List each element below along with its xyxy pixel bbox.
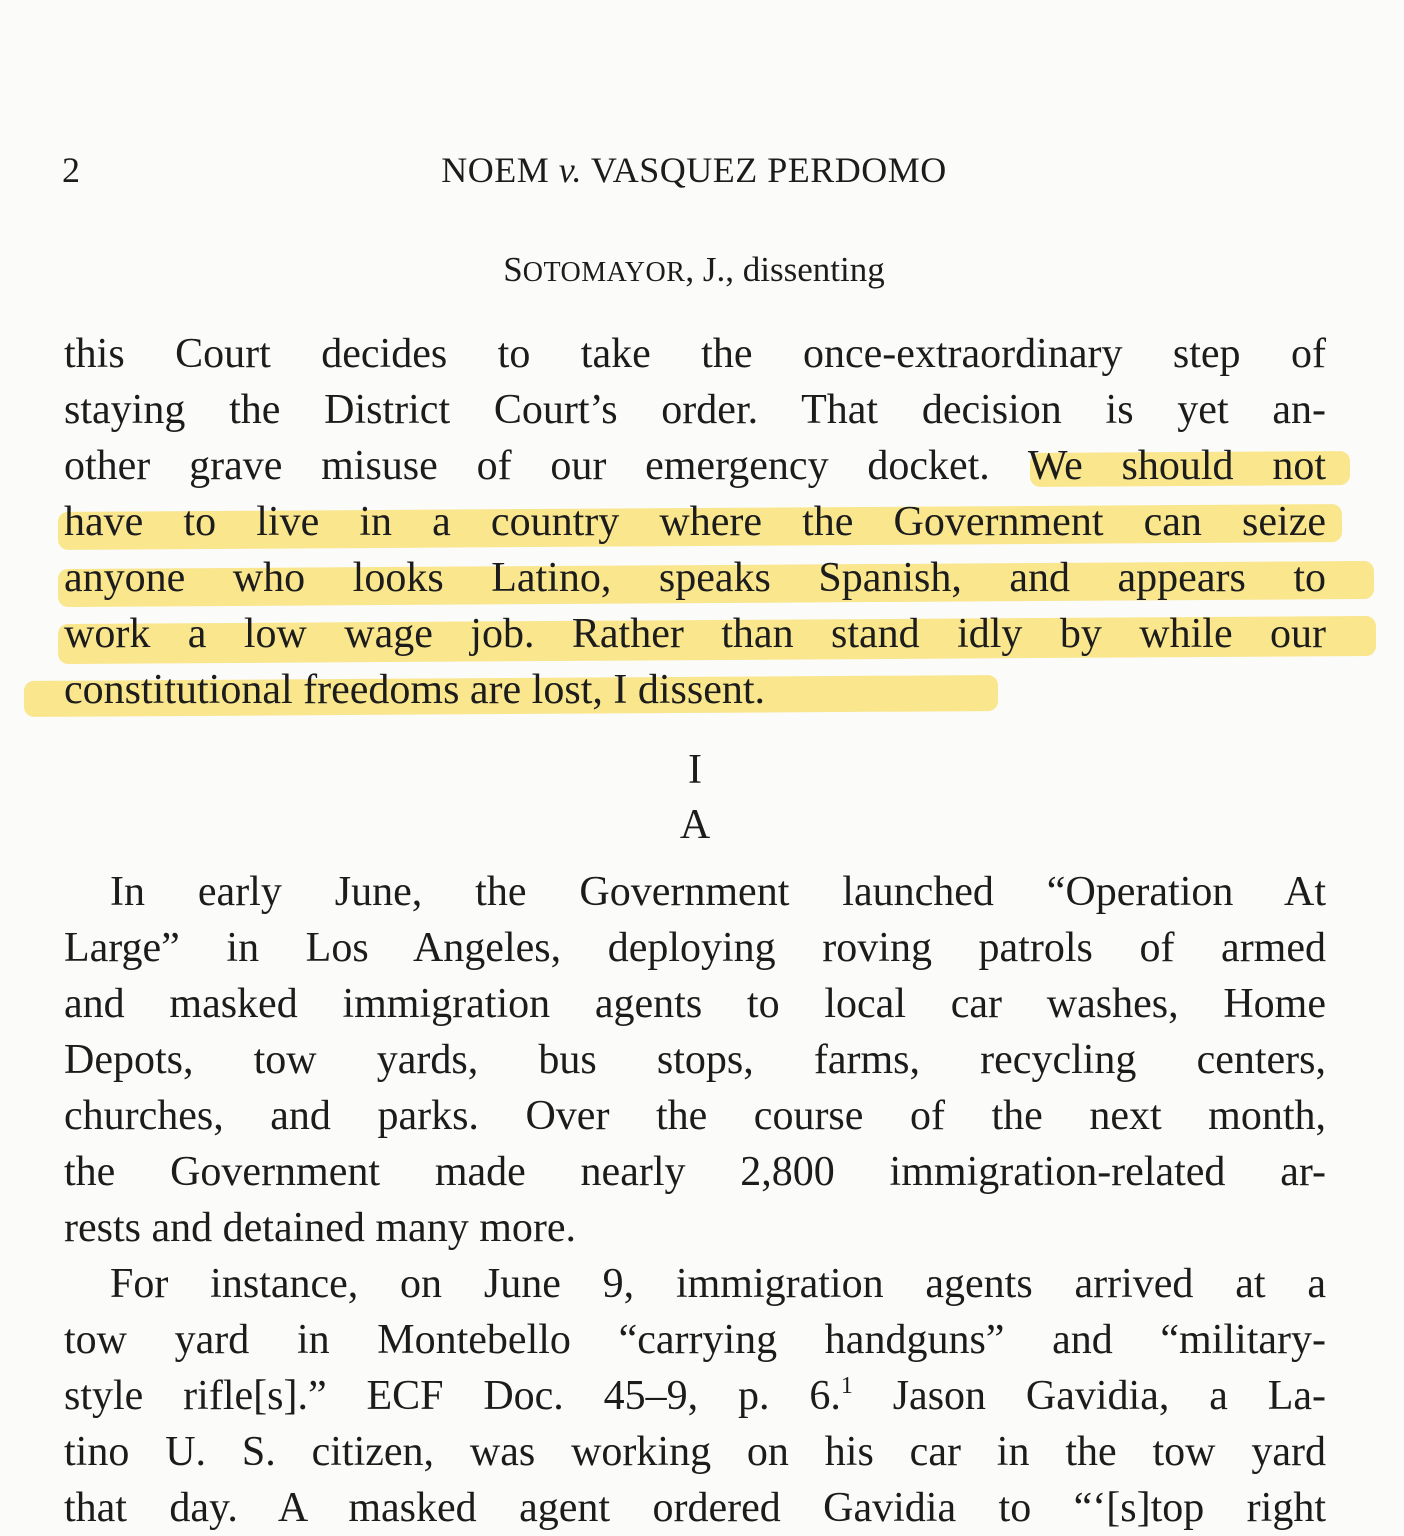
opinion-label xyxy=(0,250,1388,293)
paragraph3-line-part: style rifle[s].” ECF Doc. 45–9, p. 6. xyxy=(64,1373,841,1419)
section-letter-heading: A xyxy=(679,802,711,848)
paragraph3-line: tino U. S. citizen, was working on his car in the tow yard xyxy=(64,1429,1326,1475)
paragraph1-line: have to live in a country where the Government can seize xyxy=(64,499,1326,545)
paragraph1-line: other grave misuse of our emergency docket. We should not xyxy=(64,443,1326,489)
paragraph1-line: this Court decides to take the once-extraordinary step of xyxy=(64,331,1326,377)
footnote-marker[interactable]: 1 xyxy=(840,1373,853,1399)
paragraph1-line: constitutional freedoms are lost, I dissent. xyxy=(64,667,766,713)
opinion-rest: , J., dissenting xyxy=(685,250,885,289)
paragraph3-line: For instance, on June 9, immigration agents arrived at a xyxy=(110,1261,1326,1307)
case-title xyxy=(0,150,1388,190)
page-number: 2 xyxy=(62,150,80,190)
paragraph1-line: work a low wage job. Rather than stand idly by while our xyxy=(64,611,1326,657)
paragraph2-line: In early June, the Government launched “Operation At xyxy=(110,869,1326,915)
case-title-right: VASQUEZ PERDOMO xyxy=(590,150,947,190)
paragraph3-line xyxy=(64,1368,1326,1424)
section-roman-heading: I xyxy=(688,747,702,793)
opinion-initial: S xyxy=(503,250,523,289)
case-title-left: NOEM xyxy=(441,150,550,190)
paragraph2-line: churches, and parks. Over the course of the next month, xyxy=(64,1093,1326,1139)
paragraph2-line: rests and detained many more. xyxy=(64,1205,576,1251)
paragraph2-line: Depots, tow yards, bus stops, farms, recycling centers, xyxy=(64,1037,1326,1083)
case-title-v: v. xyxy=(558,150,583,190)
paragraph3-line-part: Jason Gavidia, a La- xyxy=(852,1373,1326,1419)
paragraph2-line: Large” in Los Angeles, deploying roving patrols of armed xyxy=(64,925,1326,971)
paragraph1-line: anyone who looks Latino, speaks Spanish, and appears to xyxy=(64,555,1326,601)
paragraph2-line: the Government made nearly 2,800 immigration-related ar- xyxy=(64,1149,1326,1195)
paragraph2-line: and masked immigration agents to local car washes, Home xyxy=(64,981,1326,1027)
paragraph3-line: that day. A masked agent ordered Gavidia to “‘[s]top right xyxy=(64,1485,1326,1531)
paragraph1-line: staying the District Court’s order. That decision is yet an- xyxy=(64,387,1326,433)
paragraph3-line: tow yard in Montebello “carrying handguns” and “military- xyxy=(64,1317,1326,1363)
opinion-smallcaps: OTOMAYOR xyxy=(522,257,686,288)
